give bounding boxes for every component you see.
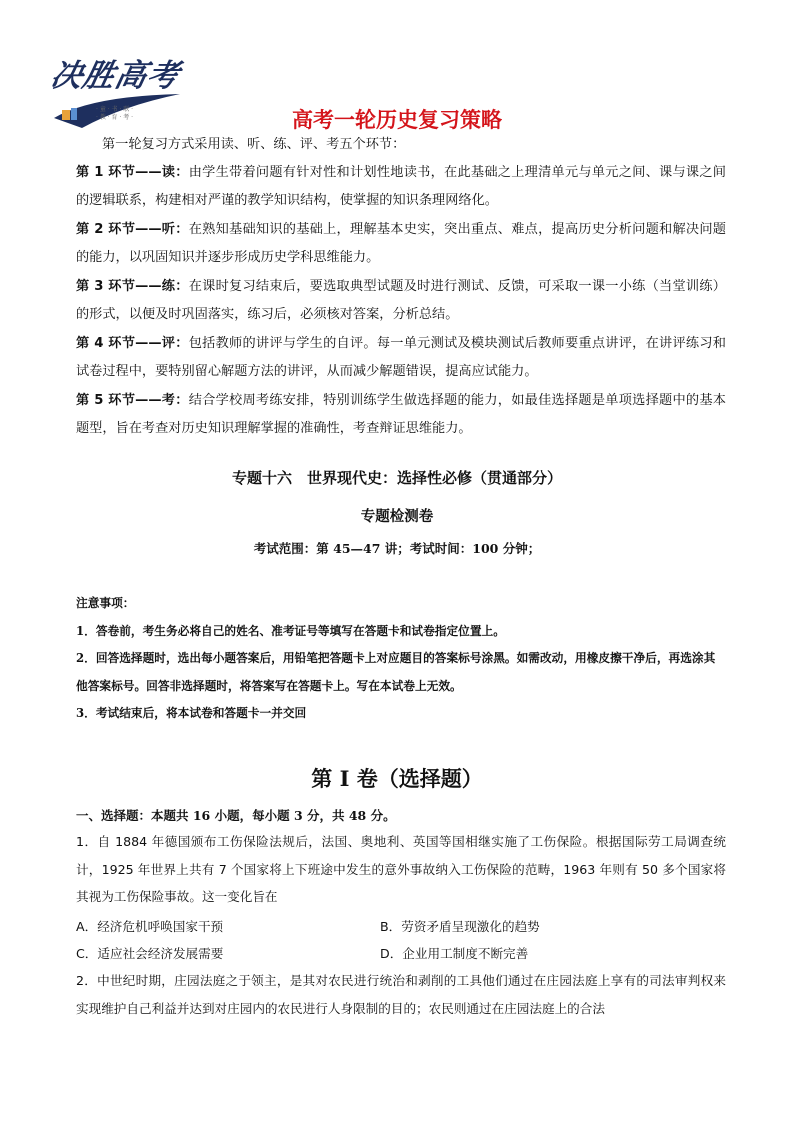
step-label: 第 3 环节——练： bbox=[76, 279, 189, 294]
volume-title: 第 I 卷（选择题） bbox=[311, 766, 483, 791]
notes-item: 1．答卷前，考生务必将自己的姓名、准考证号等填写在答题卡和试卷指定位置上。 bbox=[76, 623, 505, 638]
question-1-option-b: B．劳资矛盾呈现激化的趋势 bbox=[380, 919, 540, 934]
page-title: 高考一轮历史复习策略 bbox=[292, 108, 502, 132]
question-2-stem: 2．中世纪时期，庄园法庭之于领主，是其对农民进行统治和剥削的工具他们通过在庄园法庭上享有的司法审判权来实现维护自己利益并达到对庄园内的农民进行人身限制的目的；农民则通过在庄园法庭上的合法 bbox=[76, 973, 726, 1016]
step-text: 在熟知基础知识的基础上，理解基本史实，突出重点、难点，提高历史分析问题和解决问题的能力，以巩固知识并逐步形成历史学科思维能力。 bbox=[76, 222, 726, 266]
step-label: 第 5 环节——考： bbox=[76, 393, 189, 408]
notes-section bbox=[76, 590, 726, 728]
intro-paragraph: 第一轮复习方式采用读、听、练、评、考五个环节： bbox=[102, 137, 406, 152]
question-1-option-c: C．适应社会经济发展需要 bbox=[76, 946, 224, 961]
question-1-stem: 1．自 1884 年德国颁布工伤保险法规后，法国、奥地利、英国等国相继实施了工伤保险。根据国际劳工局调查统计，1925 年世界上共有 7 个国家将上下班途中发生的意外事故纳入工伤保险的范畴，1963 年则有 50 多个国家将其视为工伤保险事故。这一变化旨在 bbox=[76, 834, 726, 905]
section-heading: 一、选择题：本题共 16 小题，每小题 3 分，共 48 分。 bbox=[76, 808, 396, 823]
test-title: 专题检测卷 bbox=[360, 508, 434, 525]
exam-range: 考试范围：第 45—47 讲；考试时间：100 分钟； bbox=[253, 541, 541, 556]
step-5-paragraph bbox=[76, 387, 726, 444]
step-text: 包括教师的讲评与学生的自评。每一单元测试及模块测试后教师要重点讲评，在讲评练习和试卷过程中，要特别留心解题方法的讲评，从而减少解题错误，提高应试能力。 bbox=[76, 336, 726, 380]
notes-item: 3．考试结束后，将本试卷和答题卡一并交回 bbox=[76, 706, 307, 720]
step-2-paragraph bbox=[76, 216, 726, 273]
step-3-paragraph bbox=[76, 273, 726, 330]
logo-tagline: · 童 · 书 · 联 · · 教 · 育 · 考 · bbox=[96, 106, 134, 121]
step-text: 由学生带着问题有针对性和计划性地读书，在此基础之上理清单元与单元之间、课与课之间的逻辑联系，构建相对严谨的教学知识结构，使掌握的知识条理网络化。 bbox=[76, 165, 726, 209]
step-1-paragraph bbox=[76, 159, 726, 216]
logo-wordmark: 决胜高考 bbox=[47, 58, 184, 94]
notes-heading: 注意事项： bbox=[76, 596, 135, 610]
step-text: 结合学校周考练安排，特别训练学生做选择题的能力，如最佳选择题是单项选择题中的基本题型，旨在考查对历史知识理解掌握的准确性，考查辩证思维能力。 bbox=[76, 393, 726, 437]
question-1-option-d: D．企业用工制度不断完善 bbox=[380, 946, 529, 961]
step-label: 第 1 环节——读： bbox=[76, 165, 189, 180]
question-1-option-a: A．经济危机呼唤国家干预 bbox=[76, 919, 224, 934]
step-label: 第 2 环节——听： bbox=[76, 222, 189, 237]
step-label: 第 4 环节——评： bbox=[76, 336, 189, 351]
topic-title: 专题十六 世界现代史：选择性必修（贯通部分） bbox=[231, 469, 562, 487]
step-text: 在课时复习结束后，要选取典型试题及时进行测试、反馈，可采取一课一小练（当堂训练）的形式，以便及时巩固落实，练习后，必须核对答案，分析总结。 bbox=[76, 279, 726, 323]
notes-item: 2．回答选择题时，选出每小题答案后，用铅笔把答题卡上对应题目的答案标号涂黑。如需改动，用橡皮擦干净后，再选涂其他答案标号。回答非选择题时，将答案写在答题卡上。写在本试卷上无效。 bbox=[76, 651, 716, 693]
step-4-paragraph bbox=[76, 330, 726, 387]
